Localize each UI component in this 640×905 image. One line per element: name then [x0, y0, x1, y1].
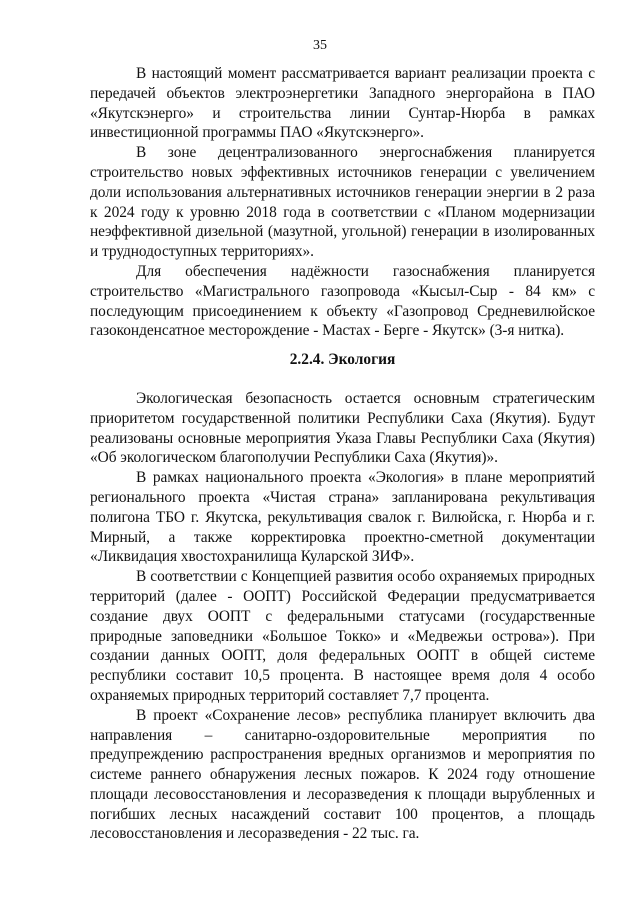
document-body	[90, 64, 595, 844]
paragraph-project-west-grid: В настоящий момент рассматривается вариант реализации проекта с передачей объектов электроэнергетики Западного энергорайона в ПАО «Якутскэнерго» и строительства линии Сунтар-Нюрба в рамках инвестиционной программы ПАО «Якутскэнерго».	[90, 65, 595, 142]
paragraph-decentralized-supply: В зоне децентрализованного энергоснабжения планируется строительство новых эффективных источников генерации с увеличением доли использования альтернативных источников генерации энергии в 2 раза к 2024 году к уровню 2018 года в соответствии с «Планом модернизации неэффективной дизельной (мазутной, угольной) генерации в изолированных и труднодоступных территориях».	[90, 144, 595, 261]
section-heading: 2.2.4. Экология	[289, 351, 396, 369]
page-number: 35	[313, 38, 327, 53]
paragraph-protected-areas: В соответствии с Концепцией развития особо охраняемых природных территорий (далее - ООПТ) Российской Федерации предусматривается создание двух ООПТ с федеральными статусами (государственные природные заповедники «Большое Токко» и «Медвежьи острова»). При создании данных ООПТ, доля федеральных ООПТ в общей системе республики составит 10,5 процента. В настоящее время доля 4 особо охраняемых природных территорий составляет 7,7 процента.	[90, 568, 595, 704]
paragraph-forest-preservation: В проект «Сохранение лесов» республика планирует включить два направления – санитарно-оздоровительные мероприятия по предупреждению распространения вредных организмов и мероприятия по системе раннего обнаружения лесных пожаров. К 2024 году отношение площади лесовосстановления и лесоразведения к площади вырубленных и погибших лесных насаждений составит 100 процентов, а площадь лесовосстановления и лесоразведения - 22 тыс. га.	[90, 706, 595, 843]
paragraph-clean-country: В рамках национального проекта «Экология» в плане мероприятий регионального проекта «Чистая страна» запланирована рекультивация полигона ТБО г. Якутска, рекультивация свалок г. Вилюйска, г. Нюрба и г. Мирный, а также корректировка проектно-сметной документации «Ликвидация хвостохранилища Куларской ЗИФ».	[90, 469, 595, 566]
paragraph-ecological-safety: Экологическая безопасность остается основным стратегическим приоритетом государственной политики Республики Саха (Якутия). Будут реализованы основные мероприятия Указа Главы Республики Саха (Якутия) «Об экологическом благополучии Республики Саха (Якутия)».	[90, 389, 595, 467]
paragraph-gas-pipeline: Для обеспечения надёжности газоснабжения планируется строительство «Магистрального газопровода «Кысыл-Сыр - 84 км» с последующим присоединением к объекту «Газопровод Средневилюйское газоконденсатное месторождение - Мастах - Берге - Якутск» (3-я нитка).	[90, 262, 595, 340]
